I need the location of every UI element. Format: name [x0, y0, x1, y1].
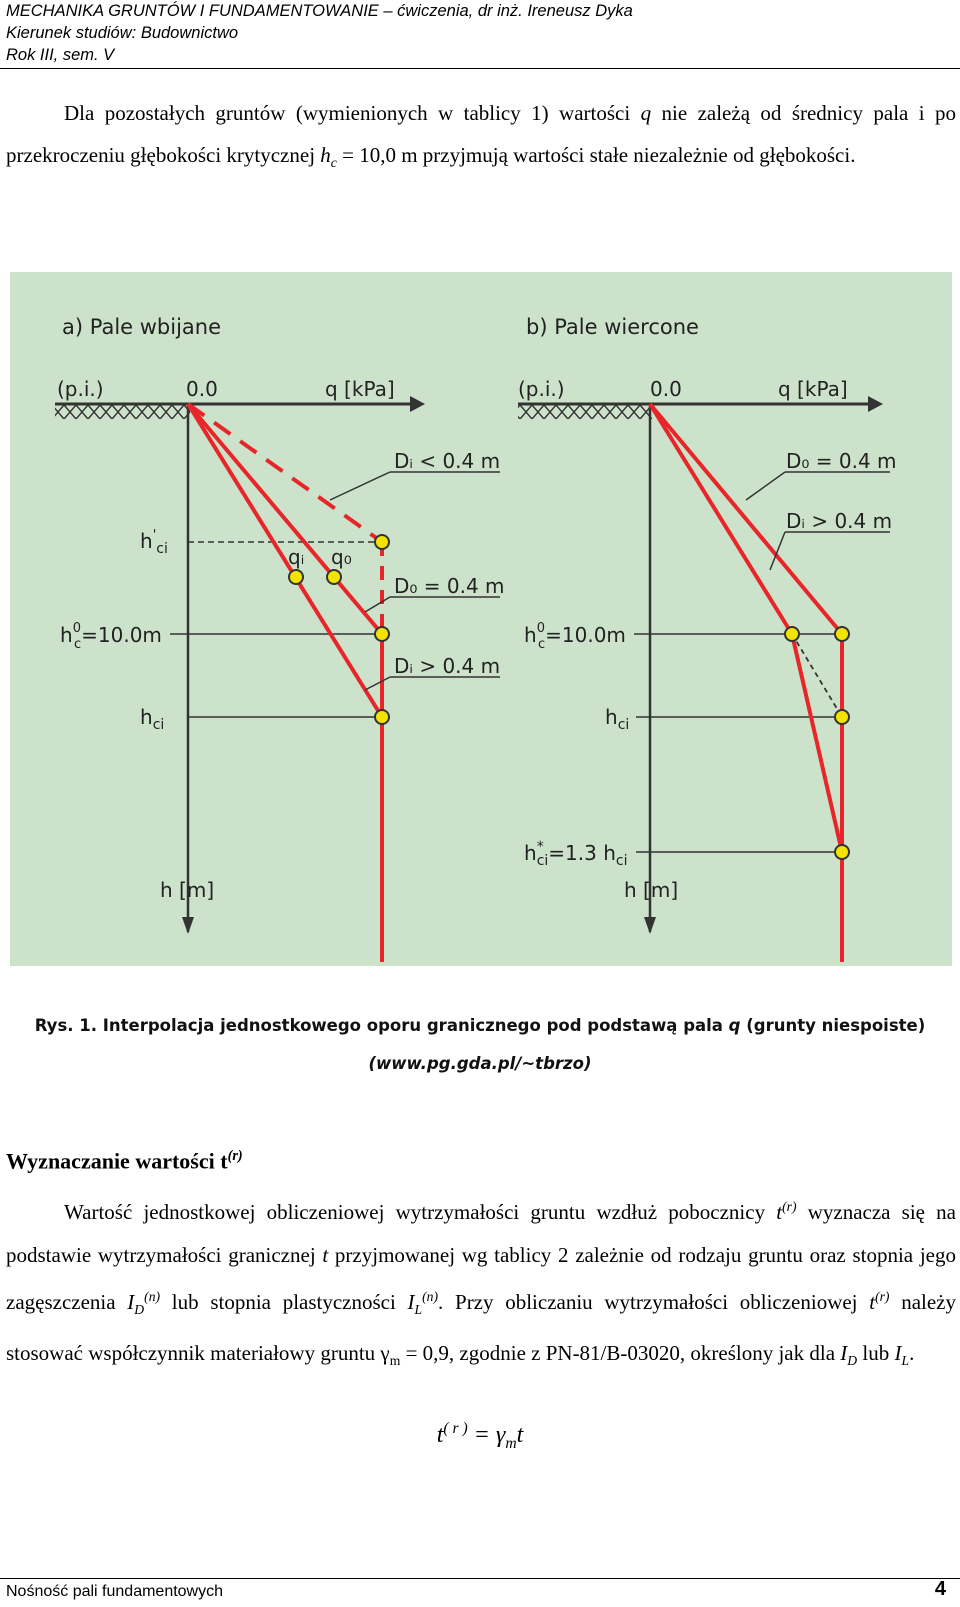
- p1-c-sub: c: [330, 155, 337, 171]
- figure-caption-source: (www.pg.gda.pl/~tbrzo): [368, 1054, 592, 1073]
- footer-text: Nośność pali fundamentowych: [6, 1583, 224, 1600]
- p2-t: t: [776, 1200, 783, 1224]
- p2-i2: I: [407, 1290, 415, 1314]
- left-q-axis-label: q [kPa]: [325, 377, 395, 401]
- left-di-gt-label: Dᵢ > 0.4 m: [394, 654, 501, 678]
- right-origin-label: 0.0: [650, 377, 682, 401]
- left-point-q0: [327, 570, 341, 584]
- right-q-axis-label: q [kPa]: [778, 377, 848, 401]
- section-title-sup: (r): [227, 1148, 243, 1164]
- left-ground-hatch: [55, 405, 190, 419]
- right-hc0-label: $h^0$ c=10.0m: [524, 621, 626, 652]
- p1-text-b: nie zależą od średnicy pala i po przekroczeniu głębokości krytycznej: [6, 101, 956, 167]
- caption-text-b: (grunty niespoiste): [740, 1016, 926, 1035]
- p2-s7: = 0,9, zgodnie z PN-81/B-03020, określony jak dla: [400, 1340, 841, 1365]
- p2-r-sup2: (r): [875, 1289, 890, 1304]
- p2-t3: t: [869, 1290, 876, 1314]
- p2-n-sup: (n): [144, 1289, 161, 1304]
- section-heading: [6, 1148, 243, 1174]
- left-point-hc0: [375, 627, 389, 641]
- right-panel-title: b) Pale wiercone: [526, 315, 699, 339]
- p2-s5: . Przy obliczaniu wytrzymałości obliczeniowej: [438, 1290, 870, 1314]
- header-line-2: Kierunek studiów: Budownictwo: [6, 24, 239, 42]
- page-number: 4: [934, 1578, 946, 1600]
- p2-l-sub: L: [414, 1302, 423, 1318]
- formula-t: t: [436, 1422, 444, 1448]
- p1-h: h: [320, 143, 331, 167]
- right-point-d0-hc0: [835, 627, 849, 641]
- formula-eq: = γ: [467, 1422, 506, 1448]
- p1-q: q: [640, 101, 652, 125]
- right-hci-label: $h_{ci}$: [605, 705, 630, 733]
- p1-text-d: = 10,0 m przyjmują wartości stałe niezależnie od głębokości.: [336, 143, 856, 167]
- left-point-qi: [289, 570, 303, 584]
- p2-i4: I: [894, 1340, 902, 1365]
- formula-r-sup: ( r ): [443, 1420, 468, 1437]
- p2-s9: .: [909, 1340, 915, 1365]
- right-ground-label: (p.i.): [518, 377, 565, 401]
- p1-text-a: Dla pozostałych gruntów (wymienionych w tablicy 1) wartości: [64, 101, 641, 125]
- p2-r-sup: (r): [782, 1199, 797, 1214]
- right-point-hci: [835, 710, 849, 724]
- left-di-lt-label: Dᵢ < 0.4 m: [394, 449, 501, 473]
- left-panel-title: a) Pale wbijane: [62, 315, 222, 339]
- p2-s1: Wartość jednostkowej obliczeniowej wytrzymałości gruntu wzdłuż pobocznicy: [64, 1200, 777, 1224]
- p2-m-sub: m: [389, 1352, 401, 1368]
- p2-i3: I: [840, 1340, 848, 1365]
- p2-s2: wyznacza się na podstawie wytrzymałości granicznej: [6, 1200, 956, 1267]
- left-origin-label: 0.0: [186, 377, 218, 401]
- header-line-1: MECHANIKA GRUNTÓW I FUNDAMENTOWANIE – ćwiczenia, dr inż. Ireneusz Dyka: [6, 2, 633, 20]
- p2-l-sub2: L: [901, 1352, 910, 1368]
- left-d0-label: D₀ = 0.4 m: [394, 574, 505, 598]
- p2-s4: lub stopnia plastyczności: [160, 1290, 408, 1314]
- figure-caption: [0, 1016, 960, 1035]
- left-point-hci: [375, 710, 389, 724]
- left-hci-label: $h_{ci}$: [140, 705, 165, 733]
- page-header: [6, 0, 633, 66]
- p2-n-sup2: (n): [422, 1289, 439, 1304]
- formula-t2: t: [516, 1422, 524, 1448]
- paragraph-2: [6, 1186, 956, 1382]
- formula-m-sub: m: [505, 1434, 517, 1452]
- right-hci-star-label: h* ci=1.3 $h_{ci}$: [524, 839, 628, 869]
- left-q0-label: q₀: [331, 545, 352, 569]
- footer-rule: [0, 1578, 960, 1579]
- right-di-gt-label: Dᵢ > 0.4 m: [786, 509, 893, 533]
- pile-resistance-figure: [10, 272, 952, 966]
- right-h-axis-label: h [m]: [624, 878, 679, 902]
- formula: [0, 1420, 960, 1453]
- p2-s6: należy stosować współczynnik materiałowy gruntu γ: [6, 1290, 956, 1365]
- caption-q: q: [728, 1016, 741, 1035]
- paragraph-1: [6, 92, 956, 184]
- right-point-hci-star: [835, 845, 849, 859]
- left-qi-label: qᵢ: [288, 545, 305, 569]
- left-h-axis-label: h [m]: [160, 878, 215, 902]
- left-hci-prime-label: $h'_{ci}$: [140, 528, 168, 557]
- p2-i: I: [127, 1290, 135, 1314]
- right-d0-label: D₀ = 0.4 m: [786, 449, 897, 473]
- section-title: Wyznaczanie wartości t: [6, 1148, 228, 1174]
- p2-s8: lub: [857, 1340, 895, 1365]
- p2-s3: przyjmowanej wg tablicy 2 zależnie od rodzaju gruntu oraz stopnia jego zagęszczenia: [6, 1242, 956, 1314]
- left-ground-label: (p.i.): [57, 377, 104, 401]
- left-point-hci-prime: [375, 535, 389, 549]
- header-line-3: Rok III, sem. V: [6, 46, 115, 64]
- header-rule: [0, 68, 960, 69]
- p2-d-sub2: D: [847, 1352, 858, 1368]
- left-hc0-label: $h^0$ c=10.0m: [60, 621, 162, 652]
- caption-text-a: Rys. 1. Interpolacja jednostkowego oporu granicznego pod podstawą pala: [34, 1016, 729, 1035]
- right-point-di-hc0: [785, 627, 799, 641]
- right-ground-hatch: [518, 405, 652, 419]
- p2-d-sub: D: [134, 1302, 145, 1318]
- p2-t2: t: [322, 1242, 329, 1267]
